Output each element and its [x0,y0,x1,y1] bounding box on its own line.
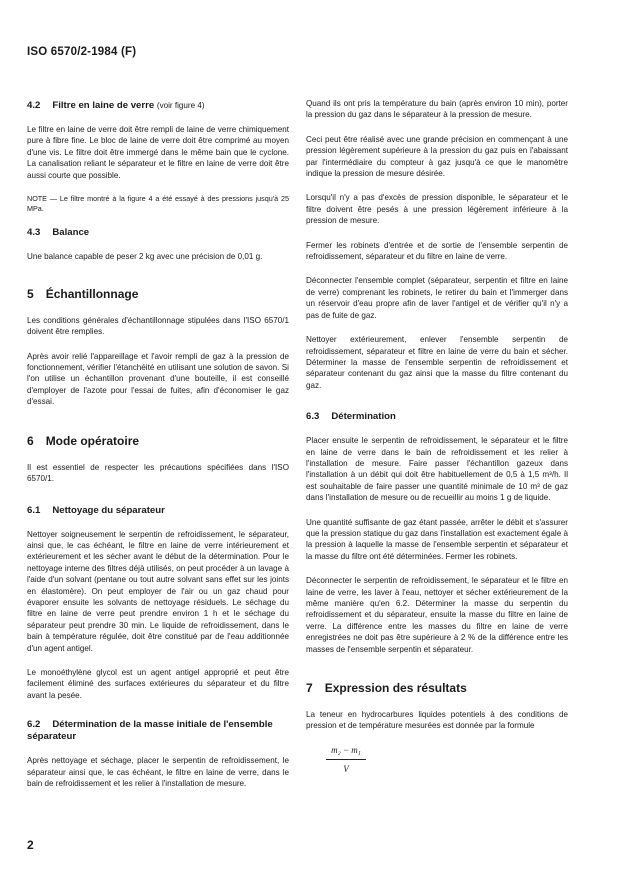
section-4-3-heading [27,227,289,239]
section-number: 6.1 [27,504,41,516]
paragraph: Les conditions générales d'échantillonnage stipulées dans l'ISO 6570/1 doivent être remplies. [27,315,289,337]
section-6-2-heading [27,719,289,743]
section-4-2-heading [27,100,289,112]
document-header: ISO 6570/2-1984 (F) [27,46,137,58]
section-title: Échantillonnage [45,286,139,301]
section-5-heading [27,287,289,301]
section-title: Expression des résultats [324,681,467,696]
section-number: 4.3 [27,227,41,239]
section-number: 6.2 [27,719,41,731]
paragraph: Nettoyer soigneusement le serpentin de refroidissement, le séparateur, ainsi que, le cas échéant, le filtre en laine de verre intérieurement et extérieurement et les sécher avant le début de la détermination. Pour le nettoyage interne des filtres déjà utilisés, on peut procéder à un lavage à l'aide d'un solvant (pentane ou tout autre solvant sans effet sur les joints en élastomère). On peut employer de l'air ou un gaz chaud pour évaporer ensuite les solvants de nettoyage résiduels. Le séchage du filtre en laine de verre peut prendre environ 1 h et le séchage du séparateur peut prendre 30 min. Le liquide de refroidissement, dans le bain à température régulée, doit être constitué par de l'eau additionnée d'un agent antigel. [27,529,289,653]
section-number: 6.3 [306,411,320,423]
section-title: Détermination de la masse initiale de l'ensemble séparateur [27,719,273,743]
formula-denominator: V [343,763,349,774]
figure-reference: (voir figure 4) [156,101,205,110]
paragraph: Fermer les robinets d'entrée et de sortie de l'ensemble serpentin de refroidissement, séparateur et du filtre en laine de verre. [306,240,568,262]
left-column [27,100,289,802]
paragraph: Le filtre en laine de verre doit être rempli de laine de verre chimiquement pure à fibre fine. Le bloc de laine de verre doit être comprimé au moyen d'une vis. Le filtre doit être immergé dans le même bain que le cyclone. La canalisation reliant le séparateur et le filtre en laine de verre doit être aussi courte que possible. [27,125,289,180]
paragraph: Il est essentiel de respecter les précautions spécifiées dans l'ISO 6570/1. [27,462,289,484]
section-6-heading [27,434,289,448]
right-column [306,98,568,774]
paragraph: Lorsqu'il n'y a pas d'excès de pression disponible, le séparateur et le filtre doivent être pesés à une pression légèrement inférieure à la pression de mesure. [306,193,568,226]
paragraph: La teneur en hydrocarbures liquides potentiels à des conditions de pression et de température mesurées est donnée par la formule [306,710,568,731]
paragraph: Déconnecter l'ensemble complet (séparateur, serpentin et filtre en laine de verre) comprenant les robinets, le retirer du bain et l'immerger dans un réservoir d'eau propre afin de laver l'antigel et de vérifier qu'il n'y a pas de fuite de gaz. [306,276,568,320]
paragraph: Déconnecter le serpentin de refroidissement, le séparateur et le filtre en laine de verre, les laver à l'eau, nettoyer et sécher extérieurement de la même manière qu'en 6.2. Déterminer la masse du serpentin du refroidissement et du séparateur, ensuite la masse du filtre en laine de verre. La différence entre les masses du filtre en laine de verre enregistrées ne doit pas être supérieure à 2 % de la différence entre les masses de l'ensemble serpentin et séparateur. [306,576,568,654]
paragraph: Le monoéthylène glycol est un agent antigel approprié et peut être facilement éliminé des surfaces extérieures du séparateur et du filtre avant la pesée. [27,667,289,700]
paragraph: Placer ensuite le serpentin de refroidissement, le séparateur et le filtre en laine de verre dans le bain de refroidissement et les relier à l'installation de mesure. Faire passer l'échantillon gazeux dans l'installation à un débit qui doit être habituellement de 0,5 à 1,5 m³/h. Il est souhaitable de faire passer une quantité minimale de 10 m³ de gaz dans l'installation de mesure ou de recueillir au moins 1 g de liquide. [306,436,568,503]
paragraph: Nettoyer extérieurement, enlever l'ensemble serpentin de refroidissement, séparateur et filtre en laine de verre du bain et sécher. Déterminer la masse de l'ensemble serpentin de refroidissement et séparateur contenant du gaz ainsi que la masse du filtre contenant du gaz. [306,335,568,390]
note: NOTE — Le filtre montré à la figure 4 a été essayé à des pressions jusqu'à 25 MPa. [27,194,289,214]
section-6-3-heading [306,411,568,423]
section-6-1-heading [27,505,289,517]
paragraph: Ceci peut être réalisé avec une grande précision en commençant à une pression légèrement supérieure à la pression du gaz puis en l'abaissant par l'intermédiaire du compteur à gaz jusqu'à ce que le manomètre indique la pression de mesure désirée. [306,134,568,179]
section-number: 7 [306,681,313,696]
paragraph: Une quantité suffisante de gaz étant passée, arrêter le débit et s'assurer que la pression statique du gaz dans l'installation est exactement égale à la pression à laquelle la masse de l'ensemble serpentin et séparateur et la masse du filtre ont été déterminées. Fermer les robinets. [306,517,568,561]
section-title: Balance [52,227,90,239]
paragraph: Quand ils ont pris la température du bain (après environ 10 min), porter la pression du gaz dans le séparateur à la pression de mesure. [306,99,568,120]
paragraph: Après avoir relié l'appareillage et l'avoir rempli de gaz à la pression de fonctionnement, vérifier l'étanchéité en utilisant une solution de savon. Si l'on utilise un échantillon provenant d'une bouteille, il est conseillé d'employer de l'azote pour l'essai de fuites, afin d'économiser le gaz d'essai. [27,351,289,407]
paragraph: Après nettoyage et séchage, placer le serpentin de refroidissement, le séparateur ainsi que, le cas échéant, le filtre en laine de verre, dans le bain de refroidissement et les relier à l'installation de mesure. [27,756,289,788]
formula-numerator: m₂ − m₁ [326,745,366,760]
section-title: Nettoyage du séparateur [52,504,165,516]
page-number: 2 [27,838,34,852]
section-number: 6 [27,433,34,448]
section-title: Filtre en laine de verre [52,100,155,111]
section-title: Détermination [331,411,396,423]
section-number: 5 [27,286,34,301]
section-7-heading [306,681,568,695]
section-number: 4.2 [27,100,41,111]
paragraph: Une balance capable de peser 2 kg avec une précision de 0,01 g. [27,252,263,262]
section-title: Mode opératoire [45,433,140,448]
formula [326,745,366,774]
